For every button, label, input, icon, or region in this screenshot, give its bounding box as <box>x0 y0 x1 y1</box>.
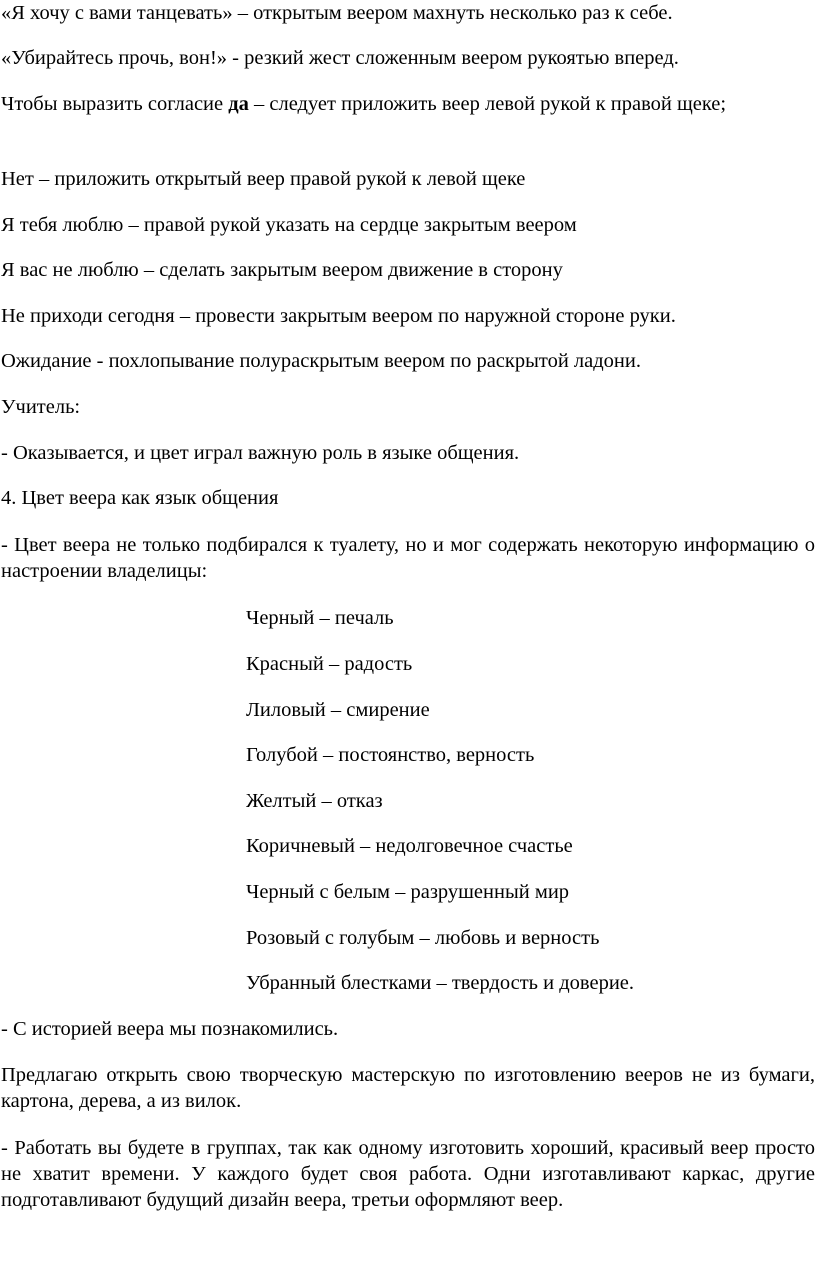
color-item-blue: Голубой – постоянство, верность <box>246 744 535 766</box>
paragraph-groups: - Работать вы будете в группах, так как одному изготовить хороший, красивый веер просто не хватит времени. У каждого будет своя работа. Одни изготавливают каркас, другие подготавливают будущий дизайн веера, третьи оформляют веер. <box>1 1137 815 1211</box>
color-item-pink-blue: Розовый с голубым – любовь и верность <box>246 927 600 949</box>
color-item-yellow: Желтый – отказ <box>246 790 383 812</box>
paragraph-go-away: «Убирайтесь прочь, вон!» - резкий жест сложенным веером рукоятью вперед. <box>1 47 679 69</box>
paragraph-color-intro: - Цвет веера не только подбирался к туалету, но и мог содержать некоторую информацию о настроении владелицы: <box>1 534 815 582</box>
color-item-sparkles: Убранный блестками – твердость и доверие. <box>246 972 635 994</box>
paragraph-agreement <box>1 91 815 117</box>
paragraph-no-love: Я вас не люблю – сделать закрытым веером движение в сторону <box>1 259 563 281</box>
color-item-brown: Коричневый – недолговечное счастье <box>246 835 573 857</box>
paragraph-teacher: Учитель: <box>1 396 81 418</box>
color-item-red: Красный – радость <box>246 653 413 675</box>
paragraph-workshop: Предлагаю открыть свою творческую мастерскую по изготовлению вееров не из бумаги, картона, дерева, а из вилок. <box>1 1064 815 1112</box>
paragraph-color-role: - Оказывается, и цвет играл важную роль в языке общения. <box>1 442 520 464</box>
paragraph-agreement-bold: да <box>228 93 249 115</box>
color-item-lilac: Лиловый – смирение <box>246 699 430 721</box>
paragraph-love: Я тебя люблю – правой рукой указать на сердце закрытым веером <box>1 214 577 236</box>
color-item-black-white: Черный с белым – разрушенный мир <box>246 881 570 903</box>
paragraph-dance: «Я хочу с вами танцевать» – открытым веером махнуть несколько раз к себе. <box>1 2 673 24</box>
paragraph-agreement-end: – следует приложить веер левой рукой к правой щеке; <box>248 93 727 115</box>
paragraph-waiting: Ожидание - похлопывание полураскрытым веером по раскрытой ладони. <box>1 350 641 372</box>
paragraph-dont-come: Не приходи сегодня – провести закрытым веером по наружной стороне руки. <box>1 305 676 327</box>
color-item-black: Черный – печаль <box>246 607 394 629</box>
paragraph-no: Нет – приложить открытый веер правой рукой к левой щеке <box>1 168 526 190</box>
section-heading-color: 4. Цвет веера как язык общения <box>1 487 279 509</box>
paragraph-agreement-start: Чтобы выразить согласие <box>1 93 229 115</box>
paragraph-history: - С историей веера мы познакомились. <box>1 1018 339 1040</box>
